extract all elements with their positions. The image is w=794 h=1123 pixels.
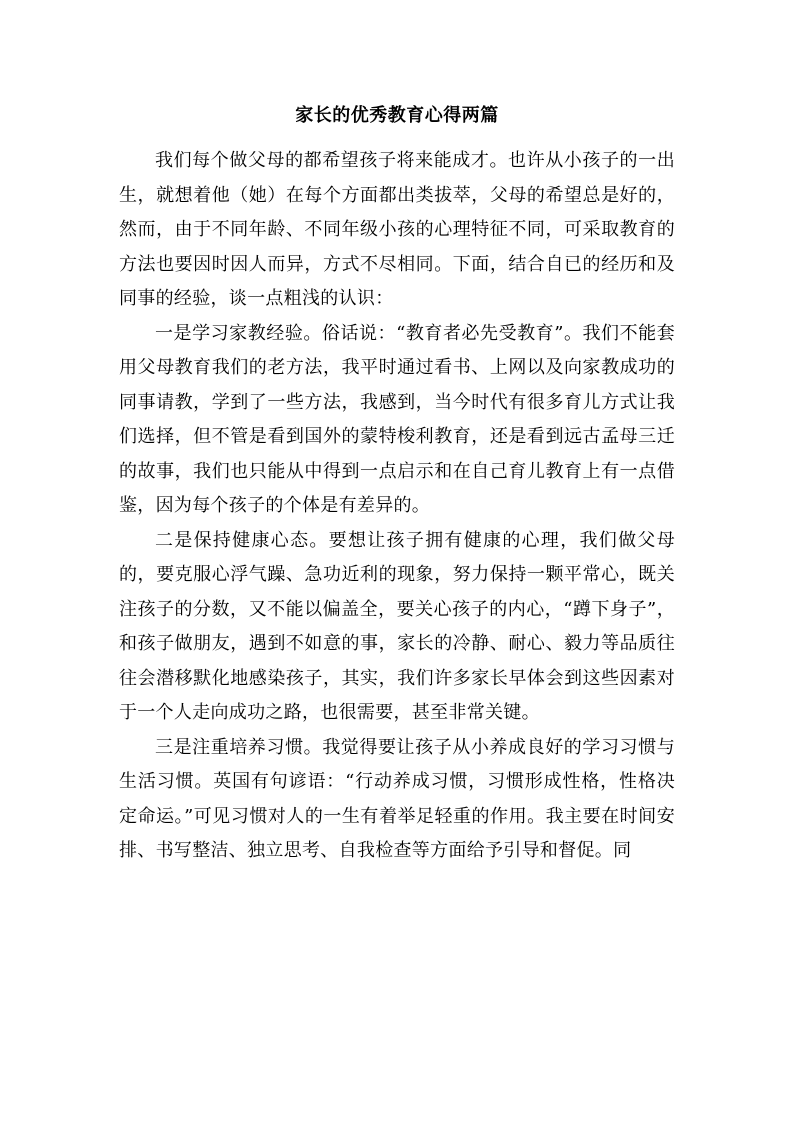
paragraph-point-one: 一是学习家教经验。俗话说：“教育者必先受教育”。我们不能套用父母教育我们的老方法，我平时通过看书、上网以及向家教成功的同事请教，学到了一些方法，我感到，当今时代有很多育儿方式让我们选择，但不管是看到国外的蒙特梭利教育，还是看到远古孟母三迁的故事，我们也只能从中得到一点启示和在自己育儿教育上有一点借鉴，因为每个孩子的个体是有差异的。: [119, 322, 675, 516]
paragraph-point-three: 三是注重培养习惯。我觉得要让孩子从小养成良好的学习习惯与生活习惯。英国有句谚语：“行动养成习惯，习惯形成性格，性格决定命运。”可见习惯对人的一生有着举足轻重的作用。我主要在时间安排、书写整洁、独立思考、自我检查等方面给予引导和督促。同: [119, 736, 675, 861]
document-body: [119, 144, 675, 869]
document-title: 家长的优秀教育心得两篇: [295, 105, 499, 126]
paragraph-point-two: 二是保持健康心态。要想让孩子拥有健康的心理，我们做父母的，要克服心浮气躁、急功近利的现象，努力保持一颗平常心，既关注孩子的分数，又不能以偏盖全，要关心孩子的内心，“蹲下身子”，和孩子做朋友，遇到不如意的事，家长的冷静、耐心、毅力等品质往往会潜移默化地感染孩子，其实，我们许多家长早体会到这些因素对于一个人走向成功之路，也很需要，甚至非常关键。: [119, 529, 675, 723]
paragraph-intro: 我们每个做父母的都希望孩子将来能成才。也许从小孩子的一出生，就想着他（她）在每个方面都出类拔萃，父母的希望总是好的，然而，由于不同年龄、不同年级小孩的心理特征不同，可采取教育的方法也要因时因人而异，方式不尽相同。下面，结合自已的经历和及同事的经验，谈一点粗浅的认识：: [119, 150, 675, 309]
